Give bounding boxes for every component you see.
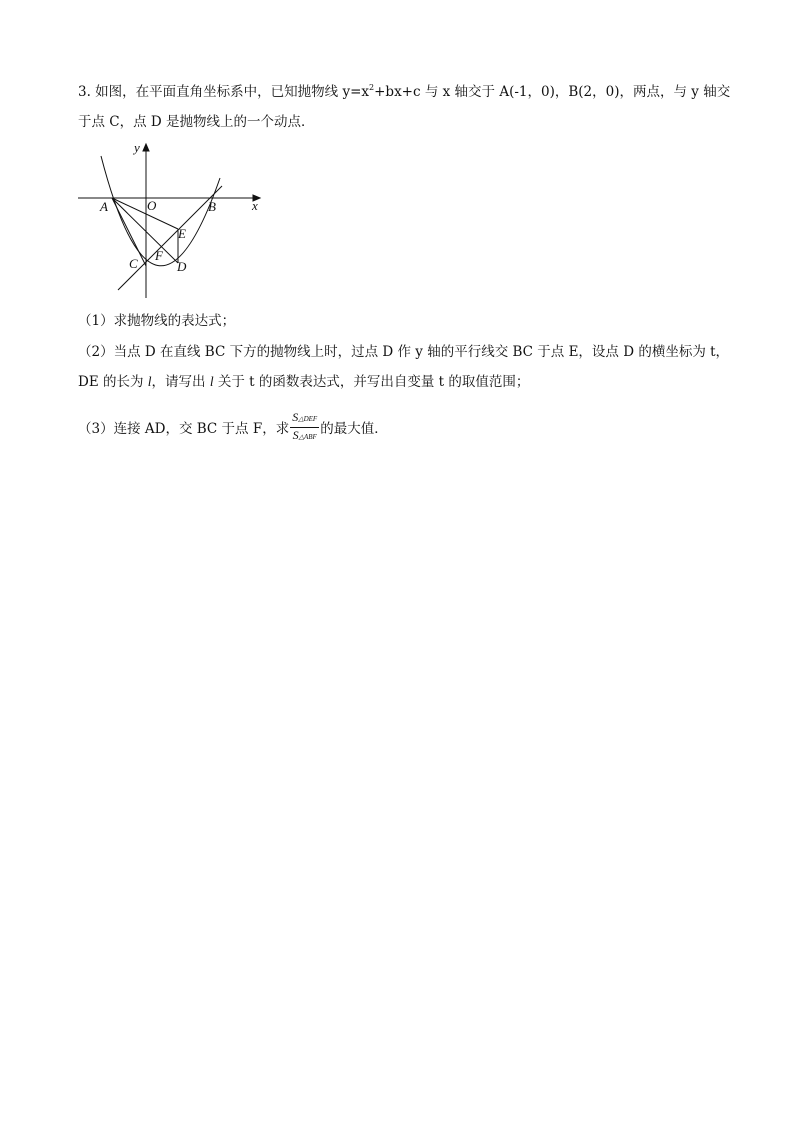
question-3 <box>78 412 388 447</box>
q3-text-a: （3）连接 AD，交 BC 于点 F，求 <box>78 421 290 437</box>
problem-intro-line-1 <box>78 82 730 102</box>
q2-text-c: 关于 t 的函数表达式，并写出自变量 t 的取值范围； <box>213 374 530 390</box>
label-b: B <box>208 199 216 214</box>
q3-text-b: 的最大值． <box>320 421 388 437</box>
parabola-figure <box>74 140 266 300</box>
num-s: S <box>292 410 299 424</box>
var-l: l <box>147 374 152 389</box>
label-o: O <box>147 198 157 213</box>
label-e: E <box>178 226 186 241</box>
label-d: D <box>177 259 187 274</box>
segment-ae <box>112 198 178 229</box>
segment-ad <box>112 198 178 263</box>
den-sub: △ABF <box>298 433 317 441</box>
q2-text-b: ，请写出 <box>151 374 210 390</box>
exponent: 2 <box>369 83 375 92</box>
line-bc <box>118 186 222 290</box>
label-y: y <box>134 140 140 155</box>
num-sub: △DEF <box>298 415 318 423</box>
den-s: S <box>292 428 299 442</box>
y-axis-arrow <box>143 144 149 151</box>
fraction-denominator <box>290 428 319 445</box>
intro-text-b: +bx+c 与 x 轴交于 A(-1，0)，B(2，0)，两点，与 y 轴交 <box>374 84 731 100</box>
area-ratio-fraction <box>290 410 319 445</box>
label-c: C <box>129 256 138 271</box>
question-2-line-2 <box>78 372 529 392</box>
q2-text-a: DE 的长为 <box>78 374 148 390</box>
label-a: A <box>100 199 108 214</box>
question-2-line-1: （2）当点 D 在直线 BC 下方的抛物线上时，过点 D 作 y 轴的平行线交 BC 于点 E，设点 D 的横坐标为 t， <box>78 344 730 360</box>
intro-text-a: 3. 如图，在平面直角坐标系中，已知抛物线 y=x <box>78 84 370 100</box>
fraction-numerator <box>290 410 319 428</box>
label-x: x <box>252 198 258 213</box>
label-f: F <box>155 248 163 263</box>
question-1: （1）求抛物线的表达式； <box>78 313 236 329</box>
problem-intro-line-2: 于点 C，点 D 是抛物线上的一个动点． <box>78 114 315 130</box>
var-l-2: l <box>209 374 214 389</box>
